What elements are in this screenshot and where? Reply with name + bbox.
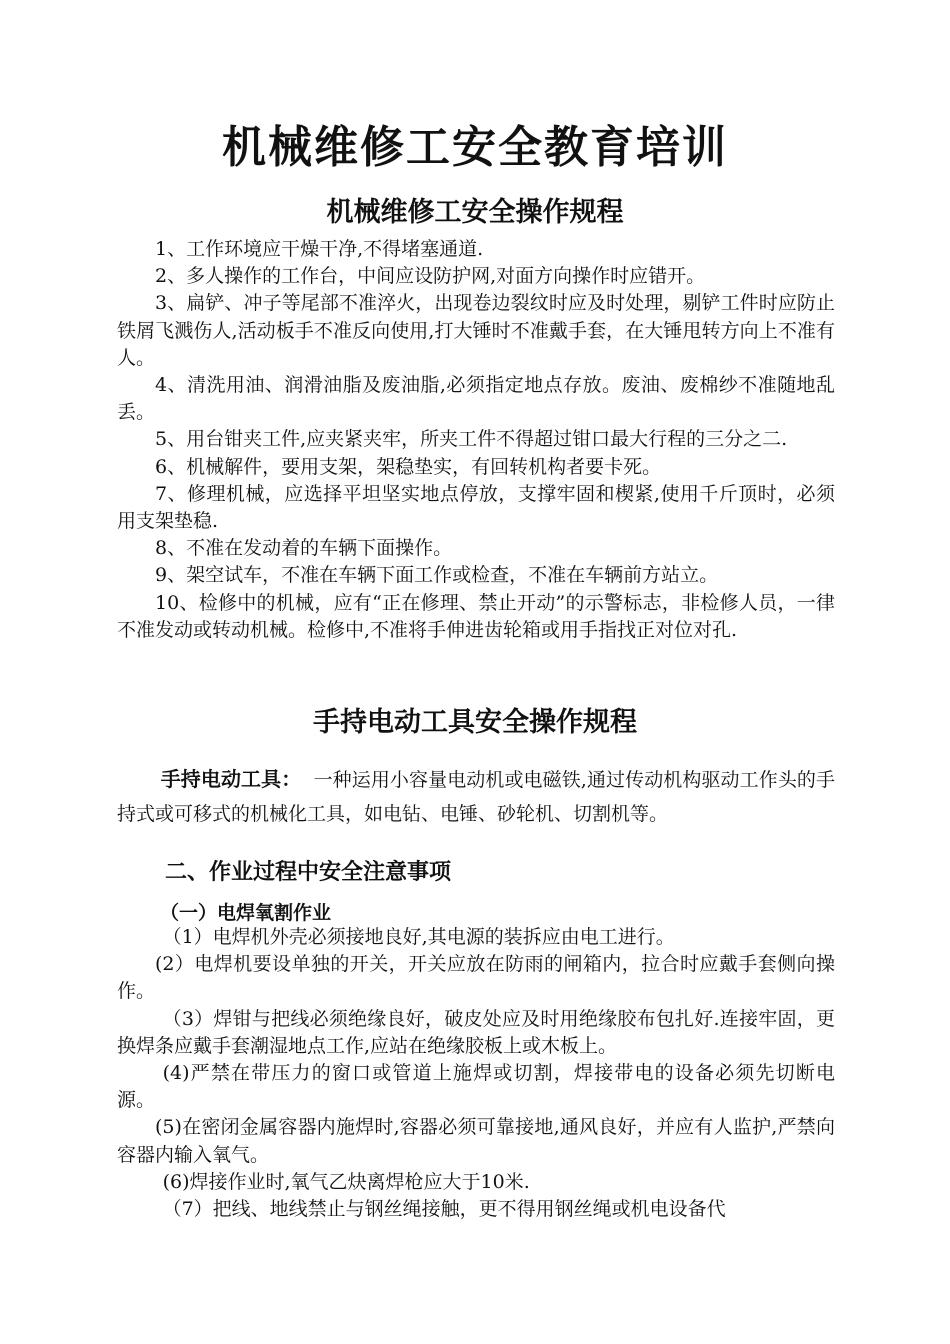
definition xyxy=(117,762,835,831)
welding-item: （3）焊钳与把线必须绝缘良好，破皮处应及时用绝缘胶布包扎好.连接牢固，更换焊条应戴手套潮湿地点工作,应站在绝缘胶板上或木板上。 xyxy=(117,1007,835,1057)
welding-item: (6)焊接作业时,氧气乙炔离焊枪应大于10米. xyxy=(162,1170,530,1193)
section1-rules xyxy=(117,236,835,644)
rule-item: 9、架空试车，不准在车辆下面工作或检查，不准在车辆前方站立。 xyxy=(155,564,719,587)
rule-item: 8、不准在发动着的车辆下面操作。 xyxy=(155,537,453,560)
welding-item: (4)严禁在带压力的窗口或管道上施焊或切割，焊接带电的设备必须先切断电源。 xyxy=(117,1062,835,1112)
rule-item: 6、机械解件，要用支架，架稳垫实，有回转机构者要卡死。 xyxy=(155,455,662,478)
welding-item: （7）把线、地线禁止与钢丝绳接触，更不得用钢丝绳或机电设备代 xyxy=(162,1198,726,1221)
section2-heading: 手持电动工具安全操作规程 xyxy=(313,707,637,738)
section1-heading: 机械维修工安全操作规程 xyxy=(326,197,624,228)
definition-paragraph xyxy=(117,762,835,831)
rule-item: 10、检修中的机械，应有“正在修理、禁止开动”的示警标志，非检修人员，一律不准发动或转动机械。检修中,不准将手伸进齿轮箱或用手指找正对位对孔. xyxy=(117,591,835,641)
rule-item: 2、多人操作的工作台，中间应设防护网,对面方向操作时应错开。 xyxy=(155,265,706,288)
rule-item: 4、清洗用油、润滑油脂及废油脂,必须指定地点存放。废油、废棉纱不准随地乱丢。 xyxy=(117,374,835,424)
welding-subsection-title: （一）电焊氧割作业 xyxy=(160,902,332,924)
rule-item: 1、工作环境应干燥干净,不得堵塞通道. xyxy=(155,238,484,260)
definition-text: 一种运用小容量电动机或电磁铁,通过传动机构驱动工作头的手持式或可移式的机械化工具，如电钻、电锤、砂轮机、切割机等。 xyxy=(117,769,835,825)
rule-item: 7、修理机械，应选择平坦坚实地点停放，支撑牢固和楔紧,使用千斤顶时，必须用支架垫稳. xyxy=(117,482,835,533)
rule-item: 3、扁铲、冲子等尾部不准淬火，出现卷边裂纹时应及时处理，剔铲工件时应防止铁屑飞溅伤人,活动板手不准反向使用,打大锤时不准戴手套，在大锤甩转方向上不准有人。 xyxy=(117,292,835,369)
welding-rules xyxy=(117,924,835,1223)
rule-item: 5、用台钳夹工件,应夹紧夹牢，所夹工件不得超过钳口最大行程的三分之二. xyxy=(155,428,788,451)
definition-term: 手持电动工具： xyxy=(160,767,302,791)
safety-notes-heading: 二、作业过程中安全注意事项 xyxy=(165,860,452,885)
welding-item: (5)在密闭金属容器内施焊时,容器必须可靠接地,通风良好，并应有人监护,严禁向容器内输入氧气。 xyxy=(117,1116,835,1166)
welding-item: (2）电焊机要设单独的开关，开关应放在防雨的闸箱内，拉合时应戴手套侧向操作。 xyxy=(117,953,835,1003)
document-title: 机械维修工安全教育培训 xyxy=(222,122,728,173)
welding-item: （1）电焊机外壳必须接地良好,其电源的装拆应由电工进行。 xyxy=(162,926,675,948)
